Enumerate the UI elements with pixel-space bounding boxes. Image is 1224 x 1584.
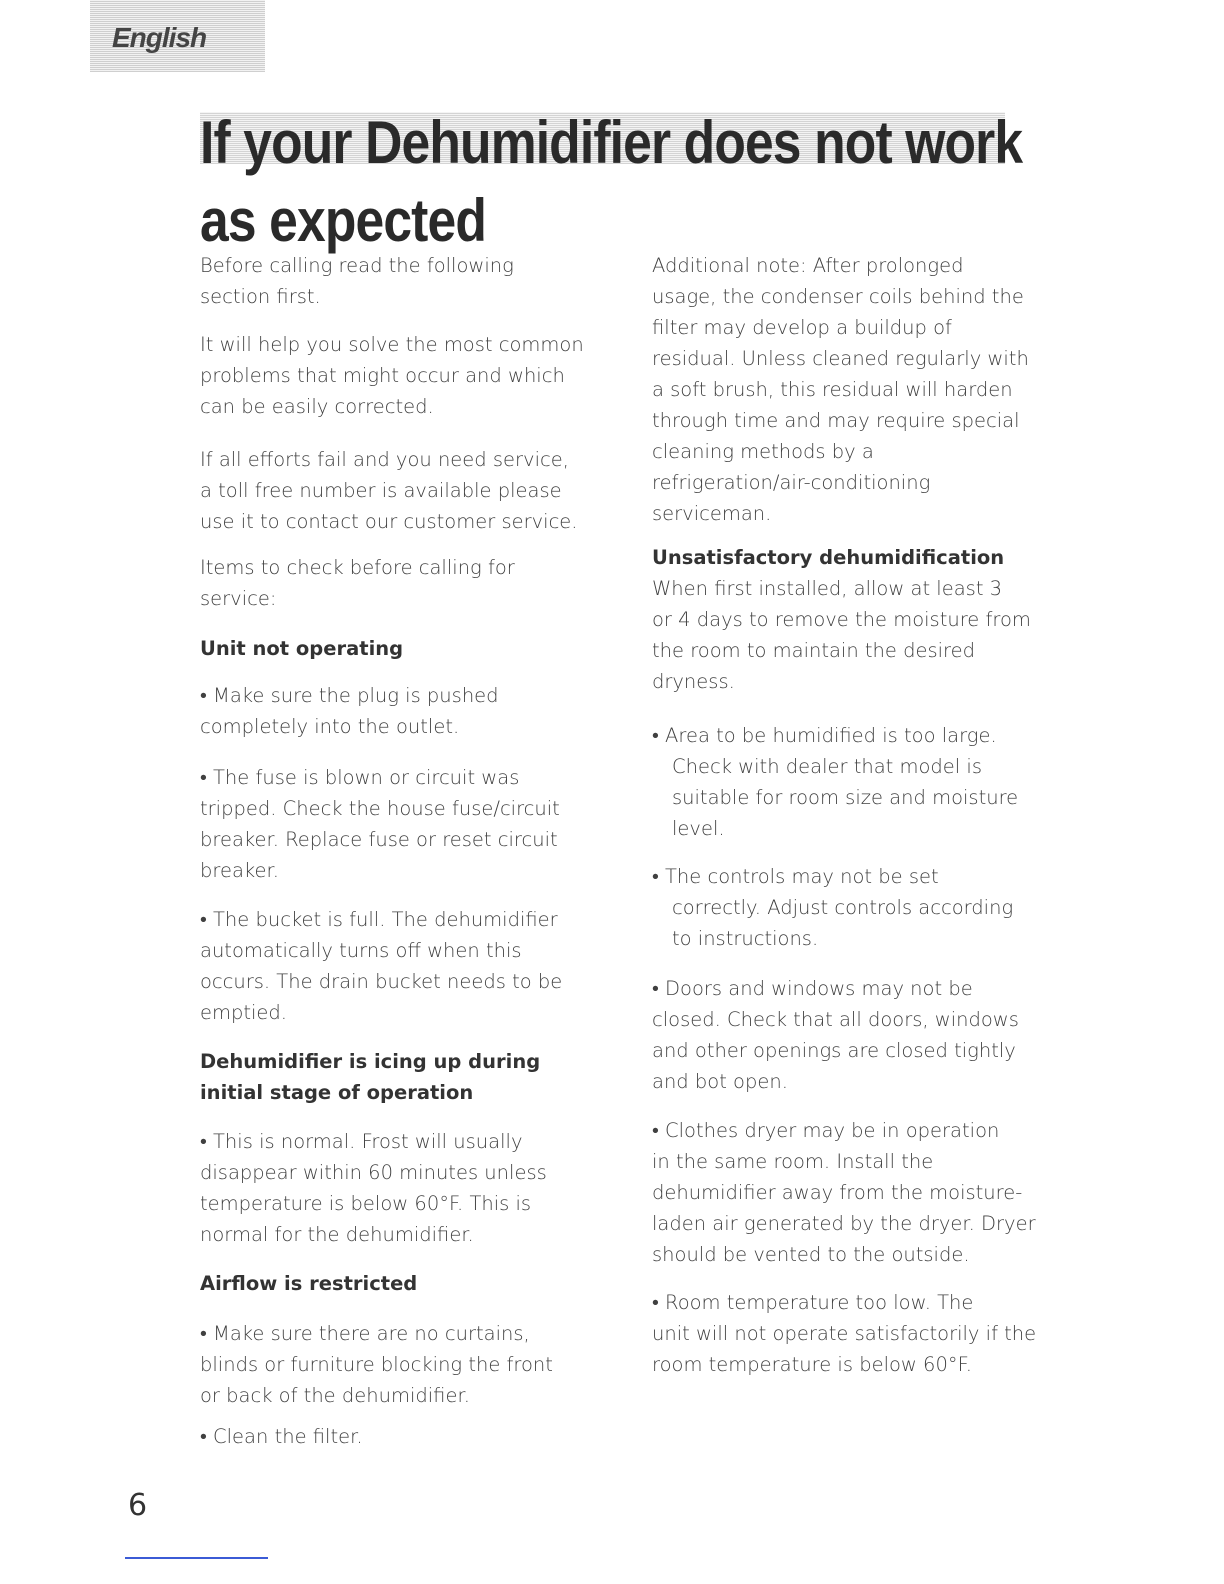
section-heading <box>200 1046 540 1108</box>
text-line: • Clean the filter. <box>200 1425 363 1448</box>
text-line: • This is normal. Frost will usually <box>200 1130 523 1153</box>
text-line: • Clothes dryer may be in operation <box>652 1119 1000 1142</box>
text-line: • Room temperature too low. The <box>652 1291 974 1314</box>
text-line: • The controls may not be set <box>652 865 939 888</box>
text-line: dryness. <box>652 670 735 693</box>
title-line-1: If your Dehumidifier does not work <box>200 109 1023 176</box>
text-line: Before calling read the following <box>200 254 514 277</box>
page-number: 6 <box>128 1488 148 1523</box>
paragraph <box>200 762 560 886</box>
text-line: problems that might occur and which <box>200 364 565 387</box>
paragraph <box>200 1421 363 1452</box>
language-tab <box>90 0 265 72</box>
text-line: disappear within 60 minutes unless <box>200 1161 547 1184</box>
text-line: Check with dealer that model is <box>672 755 983 778</box>
text-line: If all efforts fail and you need service, <box>200 448 569 471</box>
paragraph <box>200 250 514 312</box>
text-line: automatically turns off when this <box>200 939 522 962</box>
paragraph <box>200 552 515 614</box>
title-line-2: as expected <box>200 187 486 254</box>
text-line: residual. Unless cleaned regularly with <box>652 347 1029 370</box>
paragraph <box>200 1318 553 1411</box>
text-line: temperature is below 60°F. This is <box>200 1192 532 1215</box>
text-line: or 4 days to remove the moisture from <box>652 608 1031 631</box>
page-title <box>200 104 1022 260</box>
text-line: unit will not operate satisfactorily if the <box>652 1322 1037 1345</box>
text-line: Unsatisfactory dehumidification <box>652 546 1005 569</box>
section-heading <box>652 542 1004 573</box>
text-line: • The fuse is blown or circuit was <box>200 766 520 789</box>
text-line: serviceman. <box>652 502 772 525</box>
text-line: It will help you solve the most common <box>200 333 584 356</box>
text-line: tripped. Check the house fuse/circuit <box>200 797 560 820</box>
text-line: closed. Check that all doors, windows <box>652 1008 1019 1031</box>
text-line: normal for the dehumidifier. <box>200 1223 474 1246</box>
text-line: correctly. Adjust controls according <box>672 896 1014 919</box>
text-line: occurs. The drain bucket needs to be <box>200 970 563 993</box>
text-line: and other openings are closed tightly <box>652 1039 1016 1062</box>
footer-rule <box>125 1557 268 1559</box>
text-line: in the same room. Install the <box>652 1150 934 1173</box>
text-line: a toll free number is available please <box>200 479 562 502</box>
text-line: and bot open. <box>652 1070 788 1093</box>
text-line: emptied. <box>200 1001 288 1024</box>
paragraph <box>652 973 1019 1097</box>
text-line: • Make sure there are no curtains, <box>200 1322 530 1345</box>
text-line: When first installed, allow at least 3 <box>652 577 1003 600</box>
text-line: dehumidifier away from the moisture- <box>652 1181 1023 1204</box>
text-line: section first. <box>200 285 321 308</box>
paragraph <box>200 904 562 1028</box>
language-label: English <box>112 22 207 53</box>
text-line: laden air generated by the dryer. Dryer <box>652 1212 1036 1235</box>
text-line: should be vented to the outside. <box>652 1243 970 1266</box>
section-heading <box>200 1268 417 1299</box>
text-line: blinds or furniture blocking the front <box>200 1353 553 1376</box>
text-line: • Doors and windows may not be <box>652 977 973 1000</box>
paragraph <box>652 720 1018 844</box>
text-line: • Area to be humidified is too large. <box>652 724 997 747</box>
paragraph <box>200 680 499 742</box>
text-line: breaker. Replace fuse or reset circuit <box>200 828 558 851</box>
text-line: • The bucket is full. The dehumidifier <box>200 908 558 931</box>
text-line: the room to maintain the desired <box>652 639 976 662</box>
text-line: breaker. <box>200 859 279 882</box>
text-line: filter may develop a buildup of <box>652 316 952 339</box>
text-line: room temperature is below 60°F. <box>652 1353 972 1376</box>
text-line: Airflow is restricted <box>200 1272 418 1295</box>
text-line: suitable for room size and moisture <box>672 786 1019 809</box>
text-line: to instructions. <box>672 927 819 950</box>
text-line: • Make sure the plug is pushed <box>200 684 499 707</box>
text-line: usage, the condenser coils behind the <box>652 285 1024 308</box>
text-line: Dehumidifier is icing up during <box>200 1050 541 1073</box>
text-line: Items to check before calling for <box>200 556 515 579</box>
text-line: level. <box>672 817 725 840</box>
text-line: can be easily corrected. <box>200 395 434 418</box>
text-line: Additional note: After prolonged <box>652 254 964 277</box>
paragraph <box>652 250 1029 529</box>
paragraph <box>652 1115 1036 1270</box>
paragraph <box>652 1287 1036 1380</box>
text-line: through time and may require special <box>652 409 1020 432</box>
paragraph <box>652 573 1031 697</box>
text-line: refrigeration/air-conditioning <box>652 471 931 494</box>
paragraph <box>200 329 584 422</box>
text-line: or back of the dehumidifier. <box>200 1384 470 1407</box>
text-line: a soft brush, this residual will harden <box>652 378 1013 401</box>
text-line: initial stage of operation <box>200 1081 474 1104</box>
text-line: service: <box>200 587 277 610</box>
text-line: completely into the outlet. <box>200 715 460 738</box>
paragraph <box>200 444 578 537</box>
text-line: use it to contact our customer service. <box>200 510 578 533</box>
text-line: Unit not operating <box>200 637 404 660</box>
paragraph <box>652 861 1013 954</box>
text-line: cleaning methods by a <box>652 440 874 463</box>
paragraph <box>200 1126 547 1250</box>
section-heading <box>200 633 403 664</box>
